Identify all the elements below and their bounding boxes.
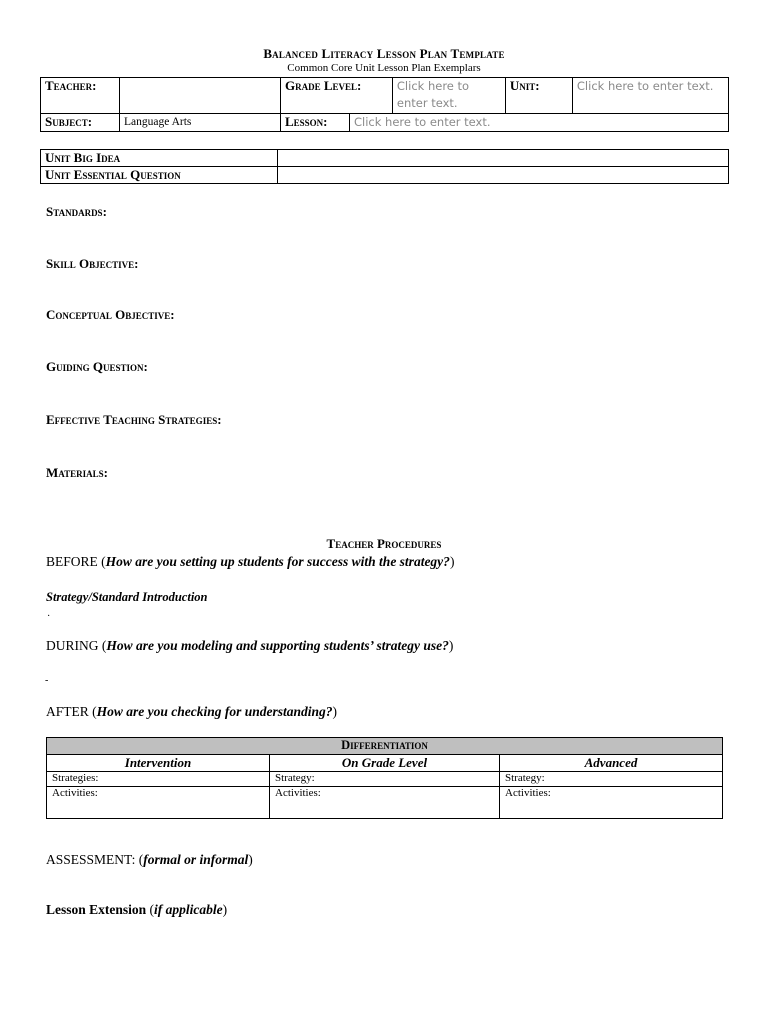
before-question: How are you setting up students for success with the strategy?	[105, 554, 450, 569]
unit-field[interactable]	[572, 78, 728, 114]
materials-heading: Materials:	[46, 465, 108, 480]
intervention-activities-cell[interactable]: Activities:	[47, 787, 270, 819]
grade-level-label: Grade Level:	[285, 78, 362, 93]
teacher-value-field[interactable]	[120, 78, 281, 114]
on-grade-strategy-cell[interactable]: Strategy:	[270, 772, 500, 787]
bullet-marker: ·	[47, 611, 51, 622]
strategy-intro	[46, 590, 208, 605]
subject-value-cell[interactable]	[120, 114, 281, 132]
big-idea-label: Unit Big Idea	[45, 150, 121, 165]
teacher-procedures-heading: Teacher Procedures	[326, 536, 442, 551]
extension-note: if applicable	[154, 902, 223, 917]
differentiation-heading: Differentiation	[47, 738, 723, 755]
extension-label: Lesson Extension	[46, 902, 147, 917]
after-line: AFTER (How are you checking for understanding?)	[46, 704, 338, 719]
during-label: DURING	[46, 638, 99, 653]
after-label: AFTER	[46, 704, 89, 719]
conceptual-objective-heading: Conceptual Objective:	[46, 307, 175, 322]
unit-placeholder: Click here to enter text.	[576, 79, 714, 93]
on-grade-activities-cell[interactable]: Activities:	[270, 787, 500, 819]
lesson-field[interactable]	[350, 114, 729, 132]
after-question: How are you checking for understanding?	[96, 704, 333, 719]
standards-heading: Standards:	[46, 204, 107, 219]
document-subtitle: Common Core Unit Lesson Plan Exemplars	[287, 62, 481, 74]
teacher-label-cell	[41, 78, 120, 114]
during-question: How are you modeling and supporting students’ strategy use?	[106, 638, 449, 653]
grade-level-field[interactable]	[392, 78, 505, 114]
assessment-label: ASSESSMENT:	[46, 852, 136, 867]
unit-label: Unit:	[509, 78, 540, 93]
subject-label: Subject:	[45, 114, 93, 129]
grade-level-placeholder: Click here to enter text.	[396, 79, 470, 110]
col-on-grade-level: On Grade Level	[270, 755, 500, 772]
differentiation-table	[46, 737, 723, 819]
lesson-placeholder: Click here to enter text.	[354, 115, 491, 129]
during-line: DURING (How are you modeling and supporting students’ strategy use?)	[46, 638, 454, 653]
essential-question-label-cell	[41, 167, 278, 184]
subject-value: Language Arts	[124, 116, 192, 128]
guiding-question-heading: Guiding Question:	[46, 359, 148, 374]
col-advanced: Advanced	[500, 755, 723, 772]
unit-table	[40, 149, 729, 184]
assessment-line: ASSESSMENT: (formal or informal)	[46, 852, 253, 867]
assessment-note: formal or informal	[143, 852, 249, 867]
intervention-strategy-cell[interactable]: Strategies:	[47, 772, 270, 787]
teacher-label: Teacher:	[45, 78, 97, 93]
before-line: BEFORE (How are you setting up students for success with the strategy?)	[46, 554, 455, 569]
essential-question-field[interactable]	[278, 167, 729, 184]
big-idea-label-cell	[41, 150, 278, 167]
lesson-label: Lesson:	[285, 114, 328, 129]
strategy-intro-text: Strategy/Standard Introduction	[46, 590, 208, 604]
subject-label-cell	[41, 114, 120, 132]
advanced-strategy-cell[interactable]: Strategy:	[500, 772, 723, 787]
document-title: Balanced Literacy Lesson Plan Template	[263, 46, 505, 61]
lesson-info-table	[40, 77, 729, 132]
teaching-strategies-heading: Effective Teaching Strategies:	[46, 412, 222, 427]
dash-marker: -	[45, 675, 49, 686]
col-intervention: Intervention	[47, 755, 270, 772]
before-label: BEFORE	[46, 554, 98, 569]
grade-label-cell	[281, 78, 393, 114]
skill-objective-heading: Skill Objective:	[46, 256, 139, 271]
unit-label-cell	[505, 78, 572, 114]
big-idea-field[interactable]	[278, 150, 729, 167]
extension-line: Lesson Extension (if applicable)	[46, 902, 228, 917]
essential-question-label: Unit Essential Question	[45, 167, 181, 182]
lesson-label-cell	[281, 114, 350, 132]
advanced-activities-cell[interactable]: Activities:	[500, 787, 723, 819]
